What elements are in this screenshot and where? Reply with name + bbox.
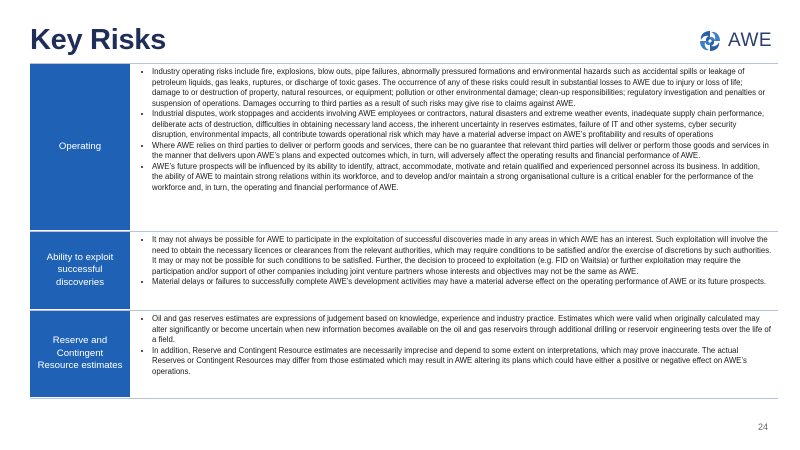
- bullet-item: • Oil and gas reserves estimates are expressions of judgement based on knowledge, experience and industry practice. Estimates which were valid when originally calculated may alter significantly or become uncertain when new information becomes available on the oil and gas reservoirs through additional drilling or reservoir engineering tests over the life of a field.: [152, 314, 772, 346]
- row-content: [130, 64, 778, 231]
- bullet-item: • Material delays or failures to successfully complete AWE’s development activities may have a material adverse effect on the operating performance of AWE or its future prospects.: [152, 277, 772, 288]
- bullet-item: • AWE’s future prospects will be influenced by its ability to identify, attract, accommodate, motivate and retain qualified and experienced personnel across its business. In addition, the ability of AWE to maintain strong relations within its workforce, and to develop and/or maintain a strong organisational culture is a critical enabler for the performance of the workforce and, in turn, the operating and financial performance of AWE.: [152, 162, 772, 194]
- table-row-ability-to-exploit: [30, 232, 778, 311]
- row-label: Ability to exploit successful discoveries: [30, 232, 130, 310]
- row-content: [130, 232, 778, 310]
- row-content: [130, 311, 778, 398]
- bullet-item: • In addition, Reserve and Contingent Resource estimates are necessarily imprecise and depend to some extent on interpretations, which may prove inaccurate. The actual Reserves or Contingent Resources may differ from those estimated which may result in AWE altering its plans which could have either a positive or negative effect on AWE’s operations.: [152, 346, 772, 378]
- bullet-item: • Industry operating risks include fire, explosions, blow outs, pipe failures, abnormally pressured formations and environmental hazards such as accidental spills or leakage of petroleum liquids, gas leaks, ruptures, or discharge of toxic gases. The occurrence of any of these risks could result in substantial losses to AWE due to injury or loss of life; damage to or destruction of property, natural resources, or equipment; pollution or other environmental damage; clean-up responsibilities; regulatory investigation and penalties or suspension of operations. Damages occurring to third parties as a result of such risks may give rise to claims against AWE.: [152, 67, 772, 109]
- bullet-item: • Industrial disputes, work stoppages and accidents involving AWE employees or contractors, natural disasters and extreme weather events, inadequate supply chain performance, deliberate acts of destruction, difficulties in obtaining necessary land access, the inherent uncertainty in reserves estimates, failure of IT and other systems, cyber security disruption, environmental impacts, all contribute towards operational risk which may have a material adverse impact on AWE’s profitability and results of operations: [152, 109, 772, 141]
- bullet-item: • It may not always be possible for AWE to participate in the exploitation of successful discoveries made in any areas in which AWE has an interest. Such exploitation will involve the need to obtain the necessary licences or clearances from the relevant authorities, which may require conditions to be satisfied and/or the exercise of discretions by such authorities. It may or may not be possible for such conditions to be satisfied. Further, the decision to proceed to exploitation (e.g. FID on Waitsia) or further exploitation may require the participation and/or support of other companies including joint venture partners whose interests and objectives may not be the same as AWE.: [152, 235, 772, 277]
- table-row-operating: [30, 63, 778, 232]
- risk-table: [30, 63, 778, 399]
- bullet-item: • Where AWE relies on third parties to deliver or perform goods and services, there can be no guarantee that relevant third parties will deliver or perform those goods and services in the manner that delivers upon AWE’s plans and expected outcomes which, in turn, will adversely affect the operating results and financial performance of AWE.: [152, 141, 772, 162]
- table-row-reserve-estimates: [30, 311, 778, 399]
- page-title: Key Risks: [30, 24, 166, 56]
- row-label: Reserve and Contingent Resource estimates: [30, 311, 130, 398]
- logo-text: AWE: [728, 30, 773, 51]
- page-number: 24: [757, 422, 768, 432]
- row-label: Operating: [30, 64, 130, 231]
- awe-swirl-logo-icon: [698, 29, 722, 53]
- company-logo: [698, 28, 772, 54]
